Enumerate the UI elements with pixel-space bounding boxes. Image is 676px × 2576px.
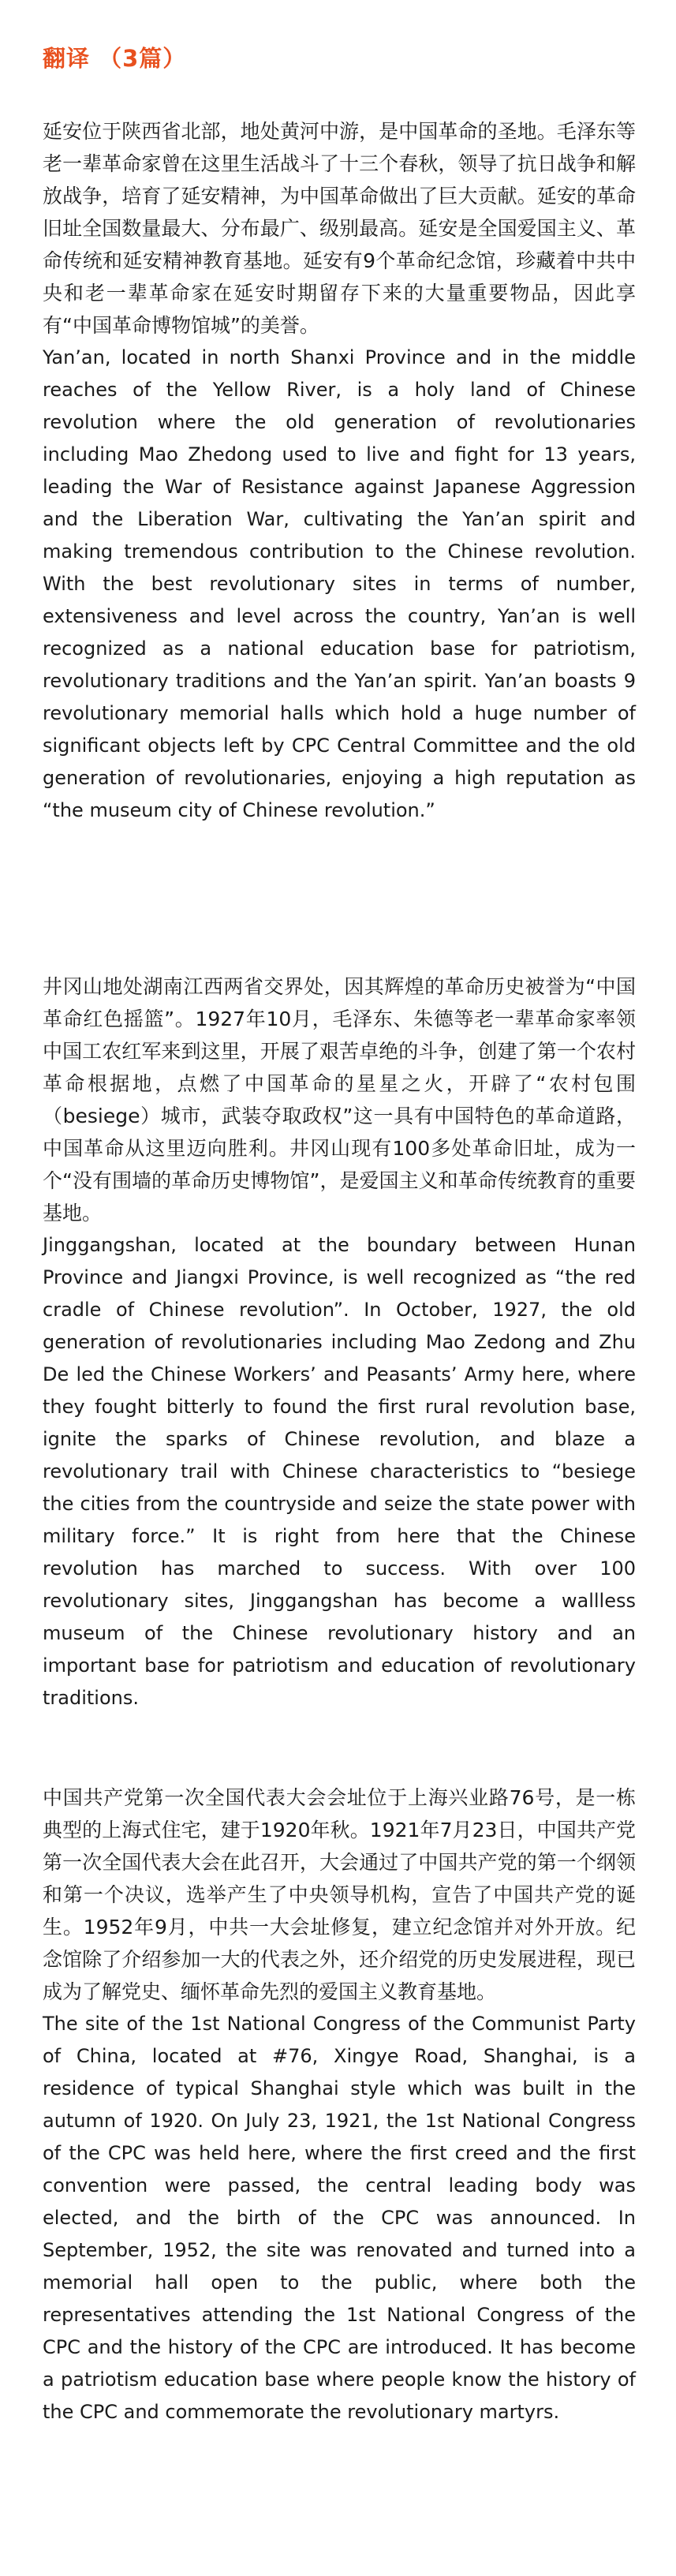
english-translation: The site of the 1st National Congress of the Communist Party of China, located at #76, Xingye Road, Shanghai, is a residence of typical Shanghai style which was built in the autumn of 1920. On July 23, 1921, the 1st National Congress of the CPC was held here, where the first creed and the first convention were passed, the central leading body was elected, and the birth of the CPC was announced. In September, 1952, the site was renovated and turned into a memorial hall open to the public, where both the representatives attending the 1st National Congress of the CPC and the history of the CPC are introduced. It has become a patriotism education base where people know the history of the CPC and commemorate the revolutionary martyrs. bbox=[43, 2013, 636, 2423]
chinese-text: 中国共产党第一次全国代表大会会址位于上海兴业路76号，是一栋典型的上海式住宅，建于1920年秋。1921年7月23日，中国共产党第一次全国代表大会在此召开，大会通过了中国共产党的第一个纲领和第一个决议，选举产生了中央领导机构，宣告了中国共产党的诞生。1952年9月，中共一大会址修复，建立纪念馆并对外开放。纪念馆除了介绍参加一大的代表之外，还介绍党的历史发展进程，现已成为了解党史、缅怀革命先烈的爱国主义教育基地。 bbox=[43, 1786, 636, 2003]
english-translation: Yan’an, located in north Shanxi Province and in the middle reaches of the Yellow River, is a holy land of Chinese revolution where the old generation of revolutionaries including Mao Zhedong used to live and fight for 13 years, leading the War of Resistance against Japanese Aggression and the Liberation War, cultivating the Yan’an spirit and making tremendous contribution to the Chinese revolution. With the best revolutionary sites in terms of number, extensiveness and level across the country, Yan’an is well recognized as a national education base for patriotism, revolutionary traditions and the Yan’an spirit. Yan’an boasts 9 revolutionary memorial halls which hold a huge number of significant objects left by CPC Central Committee and the old generation of revolutionaries, enjoying a high reputation as “the museum city of Chinese revolution.” bbox=[43, 346, 636, 821]
chinese-text: 井冈山地处湖南江西两省交界处，因其辉煌的革命历史被誉为“中国革命红色摇篮”。1927年10月，毛泽东、朱德等老一辈革命家率领中国工农红军来到这里，开展了艰苦卓绝的斗争，创建了第一个农村革命根据地，点燃了中国革命的星星之火，开辟了“农村包围（besiege）城市，武装夺取政权”这一具有中国特色的革命道路，中国革命从这里迈向胜利。井冈山现有100多处革命旧址，成为一个“没有围墙的革命历史博物馆”，是爱国主义和革命传统教育的重要基地。 bbox=[43, 975, 636, 1224]
page-title: 翻译 （3篇） bbox=[43, 45, 187, 72]
chinese-text: 延安位于陕西省北部，地处黄河中游，是中国革命的圣地。毛泽东等老一辈革命家曾在这里生活战斗了十三个春秋，领导了抗日战争和解放战争，培育了延安精神，为中国革命做出了巨大贡献。延安的革命旧址全国数量最大、分布最广、级别最高。延安是全国爱国主义、革命传统和延安精神教育基地。延安有9个革命纪念馆，珍藏着中共中央和老一辈革命家在延安时期留存下来的大量重要物品，因此享有“中国革命博物馆城”的美誉。 bbox=[43, 120, 636, 337]
passage-yanan bbox=[43, 115, 636, 827]
english-translation: Jinggangshan, located at the boundary between Hunan Province and Jiangxi Province, is well recognized as “the red cradle of Chinese revolution”. In October, 1927, the old generation of revolutionaries including Mao Zedong and Zhu De led the Chinese Workers’ and Peasants’ Army here, where they fought bitterly to found the first rural revolution base, ignite the sparks of Chinese revolution, and blaze a revolutionary trail with Chinese characteristics to “besiege the cities from the countryside and seize the state power with military force.” It is right from here that the Chinese revolution has marched to success. With over 100 revolutionary sites, Jinggangshan has become a wallless museum of the Chinese revolutionary history and an important base for patriotism and education of revolutionary traditions. bbox=[43, 1234, 636, 1709]
passage-first-congress-site bbox=[43, 1782, 636, 2428]
passage-jinggangshan bbox=[43, 970, 636, 1714]
